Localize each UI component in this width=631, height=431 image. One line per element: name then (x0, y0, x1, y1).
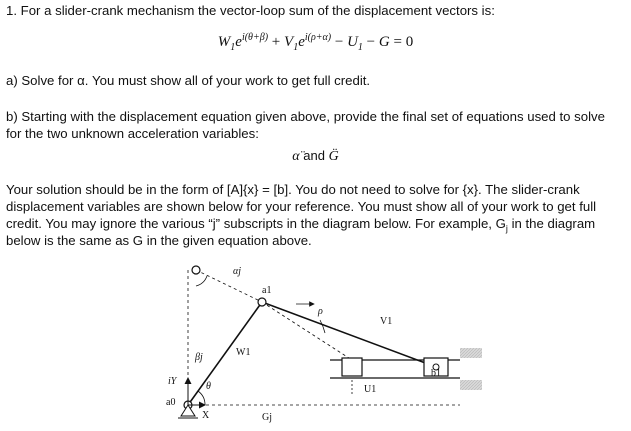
ground-support (181, 405, 195, 416)
label-a1: a1 (262, 285, 272, 296)
label-a0: a0 (166, 397, 176, 408)
label-rho: ρ (318, 306, 323, 317)
label-v1: V1 (380, 316, 393, 327)
pin-top (192, 266, 200, 274)
theta-arc (198, 391, 205, 405)
label-alpha: αj (233, 266, 242, 277)
instruction-line-4: below is the same as G in the given equation above. (6, 233, 312, 248)
question-intro: 1. For a slider-crank mechanism the vector-loop sum of the displacement vectors is: (6, 3, 495, 18)
part-b-line-2: for the two unknown acceleration variables: (6, 126, 259, 141)
label-u1: U1 (364, 384, 377, 395)
label-beta: βj (195, 352, 203, 363)
part-b-line-1: b) Starting with the displacement equation given above, provide the final set of equations used to solve (6, 109, 605, 124)
label-w1: W1 (236, 347, 251, 358)
instruction-line-2: displacement variables are shown below for your reference. You must show all of your work to get full (6, 199, 597, 214)
coupler-link-v1 (262, 302, 436, 367)
vector-loop-equation: $W_1e^{i(\theta+\beta)} + V_1e^{i(\rho+\alpha)} - U_1 - G = 0$ (217, 32, 414, 53)
label-x: X (202, 410, 210, 421)
ground-hatch-top (460, 348, 482, 358)
label-b1: b1 (431, 368, 441, 379)
label-theta: θ (206, 381, 211, 392)
label-gj: Gj (262, 412, 272, 423)
instruction-line-1: Your solution should be in the form of [A]{x} = [b]. You do not need to solve for {x}. The slider-crank (6, 182, 580, 197)
alpha-reference-line (196, 270, 262, 302)
alpha-arc (196, 276, 207, 286)
label-iy: iY (168, 376, 177, 387)
pin-a1 (258, 298, 266, 306)
rho-arc (320, 320, 325, 333)
guide-block (342, 358, 362, 376)
instruction-line-3: credit. You may ignore the various “j” subscripts in the diagram below. For example, $G_j$ in the diagram (6, 216, 596, 234)
part-a-text: a) Solve for α. You must show all of your work to get full credit. (6, 73, 371, 88)
ground-hatch-bottom (460, 380, 482, 390)
acceleration-variables: α̈ and G̈ (292, 148, 339, 164)
